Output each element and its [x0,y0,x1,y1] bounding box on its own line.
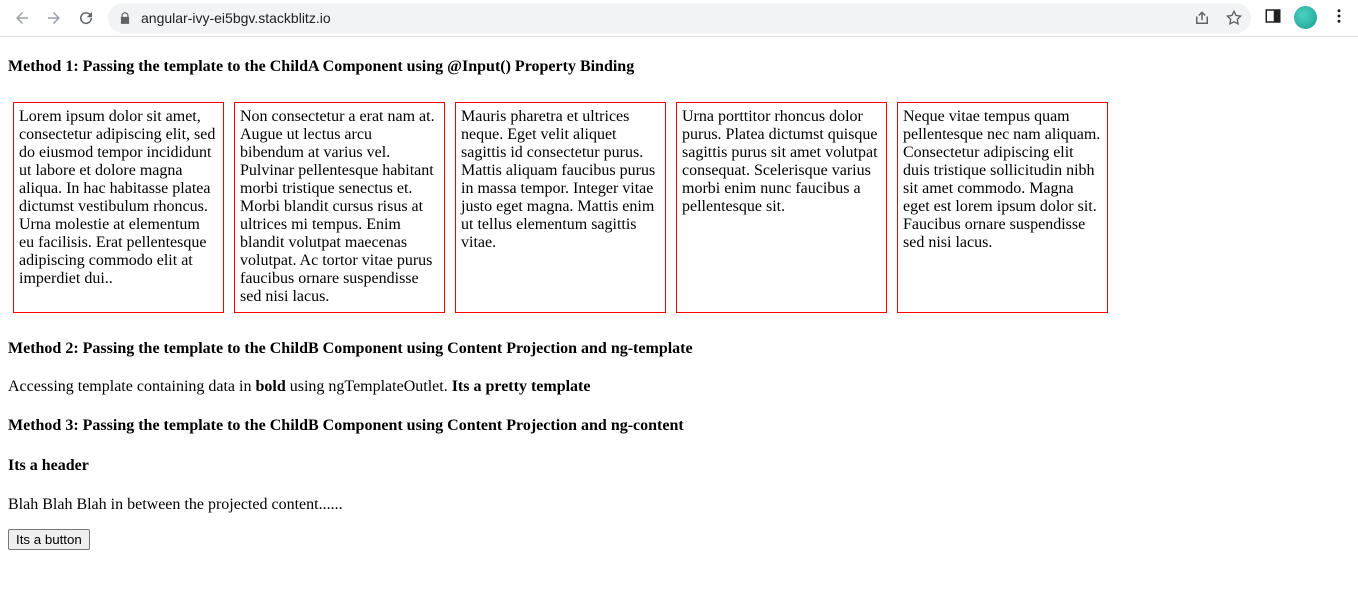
template-outlet-text [8,378,590,396]
side-panel-icon[interactable] [1264,7,1282,25]
text-card: Urna porttitor rhoncus dolor purus. Platea dictumst quisque sagittis purus sit amet volutpat consequat. Scelerisque varius morbi enim nunc faucibus a pellentesque sit. [676,102,887,313]
profile-avatar[interactable] [1294,6,1317,29]
page-content [0,37,1358,607]
projected-body-text: Blah Blah Blah in between the projected content...... [8,496,343,513]
method2-heading: Method 2: Passing the template to the ChildB Component using Content Projection and ng-template [8,340,693,357]
url-text[interactable]: angular-ivy-ei5bgv.stackblitz.io [141,10,331,26]
card-list [13,102,1108,313]
template-text-bold-2: Its a pretty template [451,378,591,395]
projected-header: Its a header [8,457,89,474]
address-bar[interactable] [108,3,1251,33]
lock-icon[interactable] [118,11,132,25]
bookmark-star-icon[interactable] [1225,9,1243,27]
text-card: Neque vitae tempus quam pellentesque nec nam aliquam. Consectetur adipiscing elit duis tristique sollicitudin nibh sit amet commodo. Magna eget est lorem ipsum dolor sit. Faucibus ornare suspendisse sed nisi lacus. [897,102,1108,313]
method3-heading: Method 3: Passing the template to the ChildB Component using Content Projection and ng-content [8,417,684,434]
forward-arrow-icon[interactable] [42,6,66,30]
template-text-bold: bold [255,378,286,395]
text-card: Mauris pharetra et ultrices neque. Eget velit aliquet sagittis id consectetur purus. Mattis aliquam faucibus purus in massa tempor. Integer vitae justo eget magna. Mattis enim ut tellus elementum sagittis vitae. [455,102,666,313]
method1-heading: Method 1: Passing the template to the ChildA Component using @Input() Property Binding [8,58,635,75]
template-text-prefix: Accessing template containing data in [8,378,256,395]
template-text-middle: using ngTemplateOutlet. [285,378,452,395]
reload-icon[interactable] [74,6,98,30]
text-card: Lorem ipsum dolor sit amet, consectetur adipiscing elit, sed do eiusmod tempor incididunt ut labore et dolore magna aliqua. In hac habitasse platea dictumst vestibulum rhoncus. Urna molestie at elementum eu facilisis. Erat pellentesque adipiscing commodo elit at imperdiet dui.. [13,102,224,313]
back-arrow-icon[interactable] [10,6,34,30]
projected-button[interactable]: Its a button [8,529,90,550]
text-card: Non consectetur a erat nam at. Augue ut lectus arcu bibendum at varius vel. Pulvinar pellentesque habitant morbi tristique senectus et. Morbi blandit cursus risus at ultrices mi tempus. Enim blandit volutpat maecenas volutpat. Ac tortor vitae purus faucibus ornare suspendisse sed nisi lacus. [234,102,445,313]
more-menu-icon[interactable] [1330,7,1348,25]
browser-toolbar [0,0,1358,37]
share-icon[interactable] [1193,9,1211,27]
